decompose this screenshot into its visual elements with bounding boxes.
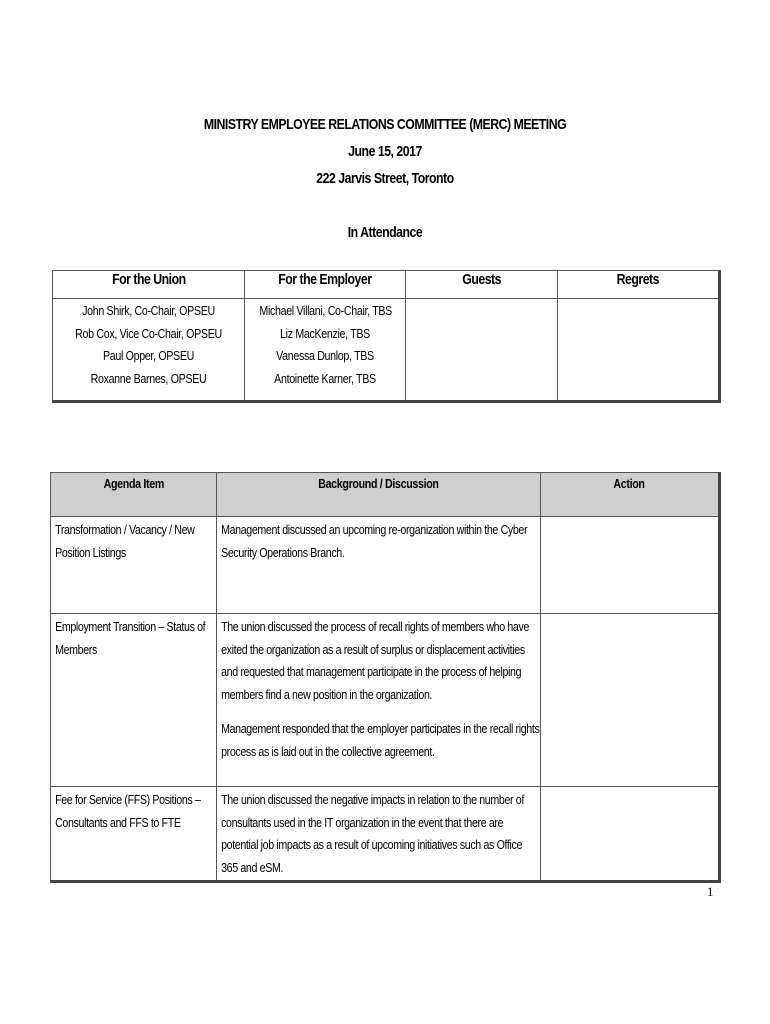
attendance-heading: In Attendance [347,224,423,241]
union-member: Paul Opper, OPSEU [102,348,194,363]
union-member: John Shirk, Co-Chair, OPSEU [82,303,215,318]
meeting-location: 222 Jarvis Street, Toronto [316,170,454,187]
col-header-union: For the Union [53,271,245,299]
attendance-header-row [53,271,720,299]
employer-member: Antoinette Karner, TBS [274,370,376,386]
col-header-agenda-item: Agenda Item [51,473,217,517]
employer-member: Vanessa Dunlop, TBS [276,348,374,363]
employer-member: Michael Villani, Co-Chair, TBS [259,303,392,318]
agenda-item-cell: Fee for Service (FFS) Positions – Consultants and FFS to FTE [51,787,217,882]
discussion-cell: The union discussed the negative impacts in relation to the number of consultants used in the IT organization in the event that there are potential job impacts as a result of upcoming initiatives such as Office 365 and eSM. [217,787,541,882]
discussion-cell: The union discussed the process of recall rights of members who have exited the organization as a result of surplus or displacement activities and requested that management participate in the process of helping members find a new position in the organization. Management responded that the employer participates in the recall rights process as is laid out in the collective agreement. [217,614,541,787]
employer-member: Liz MacKenzie, TBS [280,325,370,341]
agenda-row [51,787,720,882]
meeting-title: MINISTRY EMPLOYEE RELATIONS COMMITTEE (MERC) MEETING [203,116,567,133]
col-header-discussion: Background / Discussion [217,473,541,517]
page-number: 1 [707,884,714,899]
col-header-guests: Guests [406,271,558,299]
action-cell [541,614,720,787]
meeting-header [69,111,700,246]
union-member: Roxanne Barnes, OPSEU [90,370,207,386]
discussion-cell: Management discussed an upcoming re-organization within the Cyber Security Operations Branch. [217,517,541,614]
employer-members-cell [245,299,406,402]
action-cell [541,787,720,882]
union-member: Rob Cox, Vice Co-Chair, OPSEU [75,325,222,341]
agenda-item-cell: Transformation / Vacancy / New Position Listings [51,517,217,614]
agenda-header-row [51,473,720,517]
col-header-regrets: Regrets [558,271,720,299]
agenda-item-cell: Employment Transition – Status of Members [51,614,217,787]
meeting-date: June 15, 2017 [348,143,422,160]
attendance-table [52,270,721,403]
action-cell [541,517,720,614]
guests-cell [406,299,558,402]
union-members-cell [53,299,245,402]
agenda-row [51,614,720,787]
agenda-row [51,517,720,614]
agenda-table [50,472,721,883]
attendance-row [53,299,720,402]
regrets-cell [558,299,720,402]
col-header-action: Action [541,473,720,517]
col-header-employer: For the Employer [245,271,406,299]
